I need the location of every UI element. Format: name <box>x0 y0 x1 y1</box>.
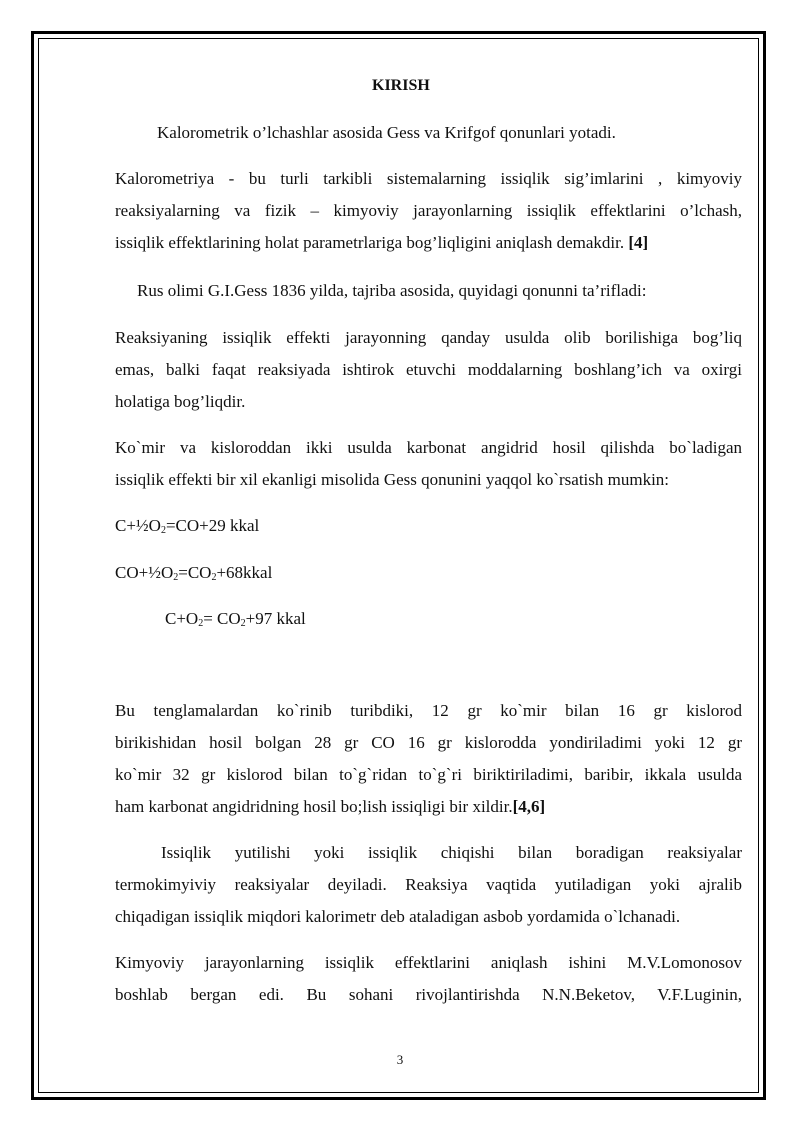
paragraph-line: Issiqlik yutilishi yoki issiqlik chiqishi bilan boradigan reaksiyalar <box>161 843 742 862</box>
reference: [4,6] <box>512 797 546 816</box>
equation-2: $CO+\frac{1}{2}O_2=CO_2+68kkal$ <box>115 563 273 583</box>
paragraph-line <box>115 797 545 817</box>
paragraph-line: emas, balki faqat reaksiyada ishtirok etuvchi moddalarning boshlang’ich va oxirgi <box>115 360 742 379</box>
paragraph-line: Ko`mir va kisloroddan ikki usulda karbonat angidrid hosil qilishda bo`ladigan <box>115 438 742 457</box>
paragraph-line: ko`mir 32 gr kislorod bilan to`g`ridan to`g`ri biriktiriladimi, baribir, ikkala usulda <box>115 765 742 784</box>
equation-3: $C+O_2= CO_2+97$ kkal <box>165 609 306 629</box>
paragraph-line: Reaksiyaning issiqlik effekti jarayonning qanday usulda olib borilishiga bog’liq <box>115 328 742 347</box>
paragraph-line: birikishidan hosil bolgan 28 gr CO 16 gr kislorodda yondiriladimi yoki 12 gr <box>115 733 742 752</box>
paragraph-line: boshlab bergan edi. Bu sohani rivojlantirishda N.N.Beketov, V.F.Luginin, <box>115 985 742 1004</box>
paragraph-line: issiqlik effekti bir xil ekanligi misolida Gess qonunini yaqqol ko`rsatish mumkin: <box>115 470 670 489</box>
paragraph-line: Bu tenglamalardan ko`rinib turibdiki, 12 gr ko`mir bilan 16 gr kislorod <box>115 701 742 720</box>
paragraph-line: chiqadigan issiqlik miqdori kalorimetr deb ataladigan asbob yordamida o`lchanadi. <box>115 907 681 926</box>
paragraph-line: Kimyoviy jarayonlarning issiqlik effektlarini aniqlash ishini M.V.Lomonosov <box>115 953 742 972</box>
page-number: 3 <box>396 1052 404 1067</box>
paragraph-line: holatiga bog’liqdir. <box>115 392 246 411</box>
paragraph-line: Rus olimi G.I.Gess 1836 yilda, tajriba asosida, quyidagi qonunni ta’rifladi: <box>137 281 647 300</box>
paragraph-line: Kalorometriya - bu turli tarkibli sistemalarning issiqlik sig’imlarini , kimyoviy <box>115 169 742 188</box>
reference: [4] <box>628 233 649 252</box>
intro-sentence: Kalorometrik o’lchashlar asosida Gess va Krifgof qonunlari yotadi. <box>157 123 616 142</box>
paragraph-line: reaksiyalarning va fizik – kimyoviy jarayonlarning issiqlik effektlarini o’lchash, <box>115 201 742 220</box>
paragraph-text: issiqlik effektlarining holat parametrlariga bog’liqligini aniqlash demakdir. <box>115 233 629 252</box>
equation-1: $C+\frac{1}{2}O_2=CO+29$ kkal <box>115 516 260 536</box>
paragraph-text: ham karbonat angidridning hosil bo;lish issiqligi bir xildir. <box>115 797 513 816</box>
paragraph-line <box>115 233 648 253</box>
page-title: KIRISH <box>372 77 430 94</box>
paragraph-line: termokimyiviy reaksiyalar deyiladi. Reaksiya vaqtida yutiladigan yoki ajralib <box>115 875 742 894</box>
